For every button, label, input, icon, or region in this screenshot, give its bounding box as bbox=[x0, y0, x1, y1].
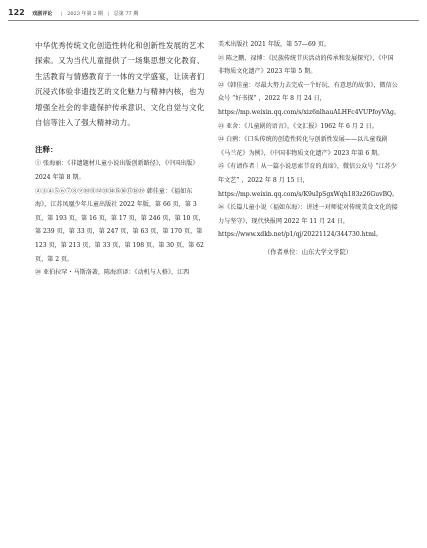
body-paragraph: 中华优秀传统文化创造性转化和创新性发展的艺术探索。又为当代儿童提供了一场集思想文化教育、生活教育与情感教育于一体的文学盛宴，让读者们沉浸式体验非遗技艺的文化魅力与精神内核，也为增强全社会的非遗保护传承意识、文化自觉与文化自信等注入了强大精神动力。 bbox=[35, 41, 205, 128]
notes-title: 注释： bbox=[35, 145, 58, 155]
right-column bbox=[218, 38, 398, 260]
author-affiliation: （作者单位：山东大学文学院） bbox=[263, 248, 353, 256]
left-column bbox=[35, 38, 207, 280]
note-item: ㉕《有请作者｜从一篇小说思索节育的真谛》，微信公众号 “江苏少年文艺” ，2022 年 8 月 15 日，https://mp.weixin.qq.com/s/K9uIpSgxWqh183z26GuvBQ。 bbox=[218, 163, 399, 198]
note-item: ㉑ 陈之鹏、禄博：《民族传统节庆活动的传承和发展探究》，《中国非物质文化遗产》2023 年第 5 期。 bbox=[218, 54, 394, 76]
running-header bbox=[8, 7, 138, 19]
total-issue-label: 总第 77 期 bbox=[113, 11, 139, 17]
note-item: ⑳ 亚伯拉罕・马斯洛著，陈海滨译：《动机与人格》，江西 bbox=[35, 269, 190, 277]
header-rule bbox=[8, 20, 419, 21]
page-number: 122 bbox=[8, 8, 25, 17]
header-separator: | bbox=[107, 11, 110, 17]
note-item: ㉖《长篇儿童小说〈福如东海〉：讲述一对师徒对传统美食文化的接力与坚守》，现代快报网 2022 年 11 月 24 日，https://www.xdkb.net/p1/qj/20221124/344730.html。 bbox=[218, 204, 398, 239]
note-item: ① 张海丽：《非遗题材儿童小说出版创新路径》，《中国出版》2024 年第 8 期。 bbox=[35, 160, 199, 182]
issue-label: 2023 年第 2 期 bbox=[67, 11, 103, 17]
note-item: ㉒《韩佳童：尽最大努力去完成一个好玩、有意思的故事》，微信公众号 “好书探” ，2022 年 8 月 24 日，https://mp.weixin.qq.com/s/xiz6nlhauALHFc4VUPfoyVAg。 bbox=[218, 81, 400, 116]
note-item: ㉔ 白鸦：《口头传统的创造性转化与创新性发展——以儿童戏剧《马兰花》为例》，《中国非物质文化遗产》2023 年第 6 期。 bbox=[218, 136, 388, 157]
header-separator: | bbox=[60, 11, 63, 17]
note-item: ㉓ 亚舍：《儿童剧的语言》，《文汇报》1962 年 6 月 2 日。 bbox=[218, 122, 378, 130]
note-item: 美术出版社 2021 年版，第 57—69 页。 bbox=[218, 41, 330, 48]
journal-name: 戏剧评论 bbox=[32, 11, 53, 17]
note-item: ②③④⑤⑥⑦⑧⑨⑩⑪⑫⑬⑭⑮⑯⑰⑱⑲ 韩佳童：《福如东海》，江苏凤凰少年儿童出版社 2022 年版，第 66 页，第 3 页，第 193 页，第 16 页，第 17 页，第 246 页，第 10 页，第 239 页，第 33 页，第 247 页，第 63 页，第 170 页，第 123 页，第 213 页，第 33 页，第 198 页，第 30 页，第 62 页，第 2 页。 bbox=[35, 187, 205, 263]
